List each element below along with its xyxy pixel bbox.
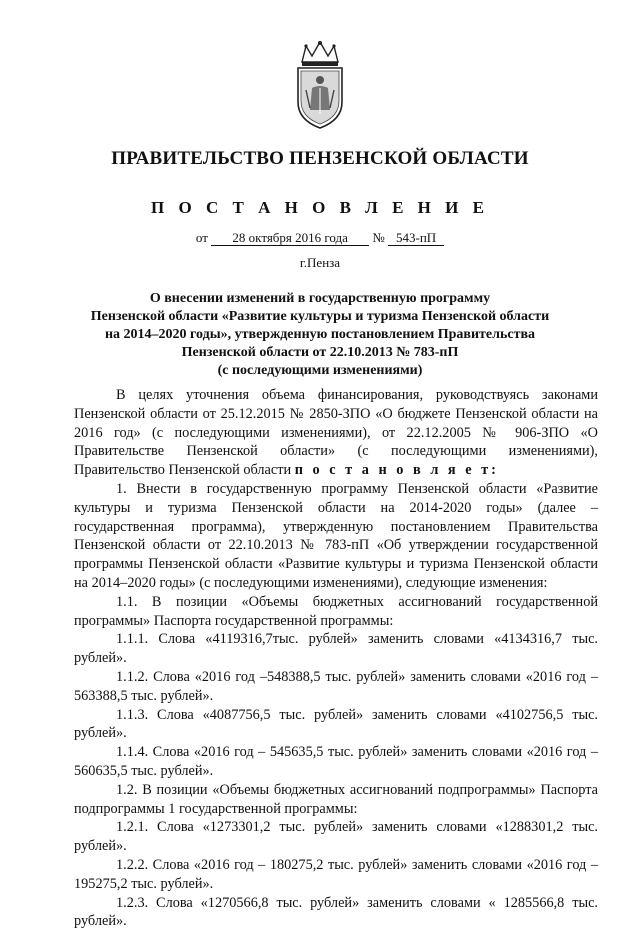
subject-line: на 2014–2020 годы», утвержденную постановлением Правительства — [104, 327, 536, 342]
clause-1-1: 1.1. В позиции «Объемы бюджетных ассигнований государственной программы» Паспорта государственной программы: — [74, 593, 598, 629]
document-date: 28 октября 2016 года — [211, 230, 369, 246]
date-number-line — [0, 230, 640, 246]
number-prefix: № — [372, 230, 385, 245]
clause-1-2-2: 1.2.2. Слова «2016 год – 180275,2 тыс. рублей» заменить словами «2016 год – 195275,2 тыс. рублей». — [74, 856, 598, 892]
clause-1-1-3: 1.1.3. Слова «4087756,5 тыс. рублей» заменить словами «4102756,5 тыс. рублей». — [74, 706, 598, 742]
clause-1-2-3: 1.2.3. Слова «1270566,8 тыс. рублей» заменить словами « 1285566,8 тыс. рублей». — [74, 894, 598, 930]
subject-line: (с последующими изменениями) — [217, 363, 423, 378]
decree-word: п о с т а н о в л я е т: — [294, 462, 499, 479]
document-type: П О С Т А Н О В Л Е Н И Е — [151, 198, 489, 217]
government-title: ПРАВИТЕЛЬСТВО ПЕНЗЕНСКОЙ ОБЛАСТИ — [111, 148, 529, 169]
clause-1: 1. Внести в государственную программу Пензенской области «Развитие культуры и туризма Пензенской области на 2014-2020 годы» (далее – государственная программа), утвержденную постановлением Правительства Пензенской области от 22.10.2013 № 783-пП «Об утверждении государственной программы Пензенской области «Развитие культуры и туризма Пензенской области на 2014–2020 годы» (с последующими изменениями), следующие изменения: — [74, 480, 598, 591]
subject-line: О внесении изменений в государственную программу — [149, 291, 491, 306]
subject-line: Пензенской области «Развитие культуры и туризма Пензенской области — [90, 309, 550, 324]
coat-of-arms-icon — [290, 40, 350, 130]
document-subject — [0, 290, 640, 380]
city-name: г.Пенза — [299, 255, 341, 270]
clause-1-2-1: 1.2.1. Слова «1273301,2 тыс. рублей» заменить словами «1288301,2 тыс. рублей». — [74, 819, 598, 855]
clause-1-2: 1.2. В позиции «Объемы бюджетных ассигнований подпрограммы» Паспорта подпрограммы 1 государственной программы: — [74, 781, 598, 817]
preamble-text: В целях уточнения объема финансирования, руководствуясь законами Пензенской области от 25.12.2015 № 2850-ЗПО «О бюджете Пензенской области на 2016 год» (с последующими изменениями), от 22.12.2005 № 906-ЗПО «О Правительстве Пензенской области» (с последующими изменениями), Правительство Пензенской области — [74, 387, 598, 479]
clause-1-1-1: 1.1.1. Слова «4119316,7тыс. рублей» заменить словами «4134316,7 тыс. рублей». — [74, 631, 598, 667]
document-body — [74, 386, 598, 931]
clause-1-1-2: 1.1.2. Слова «2016 год –548388,5 тыс. рублей» заменить словами «2016 год – 563388,5 тыс. рублей». — [74, 668, 598, 704]
document-number: 543-пП — [388, 230, 444, 246]
subject-line: Пензенской области от 22.10.2013 № 783-пП — [181, 345, 459, 360]
preamble-paragraph — [74, 386, 598, 480]
clause-1-1-4: 1.1.4. Слова «2016 год – 545635,5 тыс. рублей» заменить словами «2016 год – 560635,5 тыс. рублей». — [74, 744, 598, 779]
date-prefix: от — [195, 230, 208, 245]
